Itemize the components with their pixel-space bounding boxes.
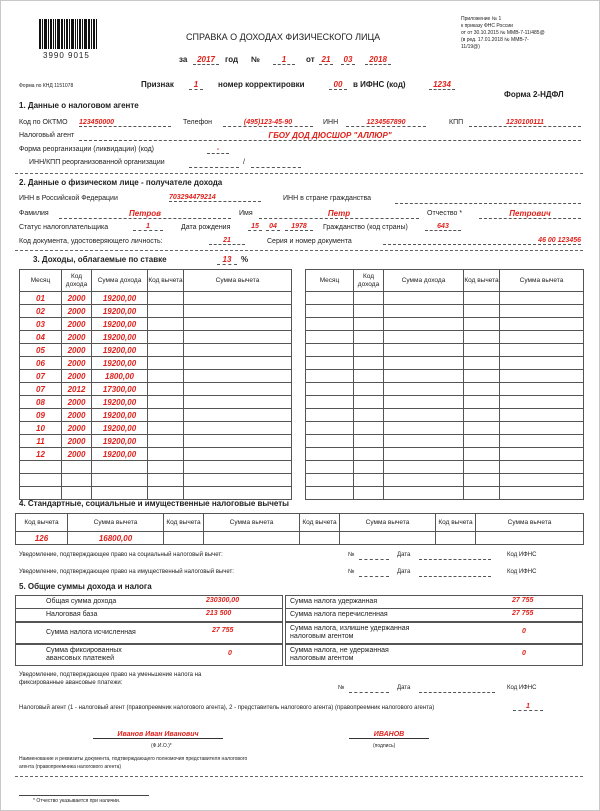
cell-code: 2000 [62, 409, 92, 422]
cell-amount: 19200,00 [92, 448, 148, 461]
person-inn: 703294479214 [169, 194, 261, 202]
table-row [306, 422, 584, 435]
tax-transferred: 27 755 [512, 610, 534, 617]
cell-amount: 19200,00 [92, 357, 148, 370]
tax-agent-name: ГБОУ ДОД ДЮСШОР "АЛЛЮР" [79, 131, 581, 141]
patronymic: Петрович [479, 209, 581, 219]
table-row [306, 305, 584, 318]
table-row [306, 383, 584, 396]
report-year: 2017 [193, 55, 219, 65]
authority-document-label: Наименование и реквизиты документа, подтверждающего полномочия представителя налогового агента (правопреемника налогового агента) [19, 756, 248, 770]
birth-month: 04 [266, 223, 280, 231]
birth-year: 1978 [285, 223, 313, 231]
table-row [306, 435, 584, 448]
tax-rate: 13 [217, 255, 237, 265]
reorg-code: - [207, 146, 229, 154]
table-row [20, 318, 292, 331]
cell-month: 05 [20, 344, 62, 357]
table-row [306, 331, 584, 344]
agent-type-value: 1 [513, 703, 543, 711]
cell-month: 04 [20, 331, 62, 344]
cell-code: 2000 [62, 318, 92, 331]
table-row [306, 357, 584, 370]
cell-code: 2000 [62, 396, 92, 409]
col-deduction-amount: Сумма вычета [184, 270, 292, 292]
barcode-number: 3990 9015 [43, 51, 90, 60]
cell-month: 03 [20, 318, 62, 331]
cell-month: 07 [20, 370, 62, 383]
citizenship-code: 643 [425, 223, 461, 231]
cell-amount: 19200,00 [92, 422, 148, 435]
annex-note: Приложение № 1 к приказу ФНС России от от 30.10.2015 № ММВ-7-11/485@ (в ред. 17.01.2018 № ММВ-7- 11/19@) [461, 16, 545, 50]
form-name: Форма 2-НДФЛ [504, 90, 564, 99]
cell-amount: 19200,00 [92, 331, 148, 344]
oktmo-value: 123450000 [79, 119, 171, 127]
date-year: 2018 [365, 55, 391, 65]
table-row [20, 409, 292, 422]
section4-title: 4. Стандартные, социальные и имущественные налоговые вычеты [19, 499, 289, 508]
kpp-value: 1230100111 [469, 119, 581, 127]
table-row [20, 474, 292, 487]
income-table-right: Месяц Код дохода Сумма дохода Код вычета Сумма вычета [305, 269, 584, 500]
fixed-advance: 0 [228, 650, 232, 657]
cell-amount: 1800,00 [92, 370, 148, 383]
cell-code: 2000 [62, 448, 92, 461]
correction-number: 00 [329, 80, 347, 90]
table-row [20, 396, 292, 409]
table-row [306, 292, 584, 305]
table-row [20, 448, 292, 461]
table-row [306, 370, 584, 383]
birth-day: 15 [248, 223, 262, 231]
page-title: СПРАВКА О ДОХОДАХ ФИЗИЧЕСКОГО ЛИЦА [186, 32, 381, 42]
foreign-inn [395, 195, 581, 204]
cell-code: 2000 [62, 435, 92, 448]
cell-month: 11 [20, 435, 62, 448]
ndfl-certificate-page: 3990 9015 Приложение № 1 к приказу ФНС России от от 30.10.2015 № ММВ-7-11/485@ (в ред. 17.01.2018 № ММВ-7- 11/19@) СПРАВКА О ДОХОДАХ ФИЗИЧЕСКОГО ЛИЦА за 2017 год № 1 от 21 03 2018 Форма по КНД 1151078 Признак 1 номер корректировки 00 в ИФНС (код) 1234 Форма 2-НДФЛ 1. Данные о налоговом агенте Код по ОКТМО 123450000 Телефон (495)123-45-90 ИНН 1234567890 КПП 1230100111 Налоговый агент ГБОУ ДОД ДЮСШОР "АЛЛЮР" Форма реорганизации (ликвидации) (код) - ИНН/КПП реорганизованной организации / 2. Данные о физическом лице - получателе дохода ИНН в Российской Федерации 703294479214 ИНН в стране гражданства Фамилия Петров Имя Петр Отчество * Петрович Статус налогоплательщика 1 Дата рождения 15 04 1978 Гражданство (код страны) 643 Код документа, удостоверяющего личность: 21 Серия и номер документа 46 00 123456 3. Доходы, облагаемые по ставке 13 % Месяц Код дохода Сумма дохода Код вычета Сумма вычета 01 2000 19200,00 02 2000 19200,00 03 2000 19200,00 04 2000 19200,00 05 2000 19200,00 06 2000 19200,00 07 2000 1800,00 07 2012 17300,00 08 2000 19200,00 09 2000 19200,00 10 2000 19200,00 11 2000 19200,00 12 2000 19200,00 Месяц Код дохода Сумма дохода Код вычета Сумма вычета 4. Стандартные, социальные и имущественные налоговые вычеты Код вычета Сумма вычета Код вычета Сумма вычета Код вычета Сумма вычета Код вычета Сумма вычета 126 16800,00 Уведомление, подтверждающее право на социальный налоговый вычет: № Дата Код ИФНС Уведомление, подтверждающее право на имущественный налоговый вычет: № Дата Код ИФНС 5. Общие суммы дохода и налога Общая сумма дохода 230300,00 Налоговая база 213 500 Сумма налога исчисленная 27 755 Сумма фиксированных авансовых платежей 0 Сумма налога удержанная 27 755 Сумма налога перечисленная 27 755 Сумма налога, излишне удержанная налоговым агентом 0 Сумма налога, не удержанная налоговым агентом 0 Уведомление, подтверждающее право на уменьшение налога на фиксированные авансовые платежи: № Дата Код ИФНС Налоговый агент (1 - налоговый агент (правопреемник налогового агента), 2 - представитель налогового агента) (правопреемник налогового агента) 1 Иванов Иван Иванович (Ф.И.О.)* ИВАНОВ (подпись) Наименование и реквизиты документа, подтверждающего полномочия представителя налогового агента (правопреемника налогового агента) * Отчество указывается при наличии. [0, 0, 600, 811]
cell-amount: 19200,00 [92, 409, 148, 422]
table-row [306, 461, 584, 474]
table-row [306, 448, 584, 461]
tax-not-withheld: 0 [522, 650, 526, 657]
footnote: * Отчество указывается при наличии. [33, 798, 121, 804]
table-row [306, 409, 584, 422]
tax-calculated: 27 755 [212, 627, 234, 634]
table-row [306, 396, 584, 409]
table-row [20, 487, 292, 500]
date-day: 21 [319, 55, 333, 65]
cell-code: 2012 [62, 383, 92, 396]
total-income: 230300,00 [206, 597, 240, 604]
section1-title: 1. Данные о налоговом агенте [19, 101, 139, 110]
barcode [39, 19, 109, 49]
cell-amount: 19200,00 [92, 344, 148, 357]
reorg-inn [189, 159, 239, 168]
table-row [306, 318, 584, 331]
table-row [306, 474, 584, 487]
deduction-amount: 16800,00 [68, 532, 164, 545]
cell-code: 2000 [62, 344, 92, 357]
cell-amount: 17300,00 [92, 383, 148, 396]
document-code: 21 [209, 237, 245, 245]
table-row [20, 305, 292, 318]
table-row [306, 487, 584, 500]
deduction-code: 126 [16, 532, 68, 545]
section5-title: 5. Общие суммы дохода и налога [19, 582, 152, 591]
table-row [20, 435, 292, 448]
table-row [20, 370, 292, 383]
section2-title: 2. Данные о физическом лице - получателе дохода [19, 178, 223, 187]
cell-code: 2000 [62, 422, 92, 435]
table-row [20, 292, 292, 305]
surname: Петров [59, 209, 231, 219]
income-table-left [19, 269, 292, 500]
phone-value: (495)123-45-90 [223, 119, 313, 127]
cell-amount: 19200,00 [92, 305, 148, 318]
col-deduction-code: Код вычета [148, 270, 184, 292]
cell-month: 10 [20, 422, 62, 435]
deductions-table: Код вычета Сумма вычета Код вычета Сумма вычета Код вычета Сумма вычета Код вычета Сумма вычета 126 16800,00 [15, 513, 584, 545]
col-income-code: Код дохода [62, 270, 92, 292]
notice-fixed: Уведомление, подтверждающее право на уменьшение налога на фиксированные авансовые платежи: [19, 672, 202, 686]
cell-month: 06 [20, 357, 62, 370]
tax-withheld: 27 755 [512, 597, 534, 604]
cell-amount: 19200,00 [92, 435, 148, 448]
agent-type-label: Налоговый агент (1 - налоговый агент (правопреемник налогового агента), 2 - представитель налогового агента) (правопреемник налогового агента) [19, 705, 435, 711]
taxpayer-status: 1 [133, 223, 163, 231]
signatory-fio: Иванов Иван Иванович [93, 731, 223, 739]
agent-inn-value: 1234567890 [346, 119, 426, 127]
cell-month: 07 [20, 383, 62, 396]
table-row [20, 344, 292, 357]
cell-month: 08 [20, 396, 62, 409]
col-income-amount: Сумма дохода [92, 270, 148, 292]
table-row [20, 422, 292, 435]
table-row [20, 357, 292, 370]
cell-code: 2000 [62, 370, 92, 383]
cell-month: 02 [20, 305, 62, 318]
knd-code: Форма по КНД 1151078 [19, 83, 74, 89]
reorg-kpp [251, 159, 301, 168]
table-row [20, 383, 292, 396]
table-row [20, 331, 292, 344]
document-number: 46 00 123456 [383, 237, 581, 245]
cell-code: 2000 [62, 292, 92, 305]
cell-month: 12 [20, 448, 62, 461]
section3-title: 3. Доходы, облагаемые по ставке [33, 255, 167, 264]
certificate-number: 1 [273, 55, 295, 65]
cell-code: 2000 [62, 331, 92, 344]
cell-month: 09 [20, 409, 62, 422]
cell-amount: 19200,00 [92, 292, 148, 305]
cell-code: 2000 [62, 357, 92, 370]
cell-amount: 19200,00 [92, 318, 148, 331]
first-name: Петр [259, 209, 419, 219]
table-row [20, 461, 292, 474]
table-row [306, 344, 584, 357]
ifns-code: 1234 [429, 80, 455, 90]
signature: ИВАНОВ [349, 731, 429, 739]
col-month: Месяц [20, 270, 62, 292]
cell-code: 2000 [62, 305, 92, 318]
date-month: 03 [341, 55, 355, 65]
tax-excess: 0 [522, 628, 526, 635]
cell-month: 01 [20, 292, 62, 305]
sign-value: 1 [189, 80, 203, 90]
tax-base: 213 500 [206, 610, 232, 617]
cell-amount: 19200,00 [92, 396, 148, 409]
